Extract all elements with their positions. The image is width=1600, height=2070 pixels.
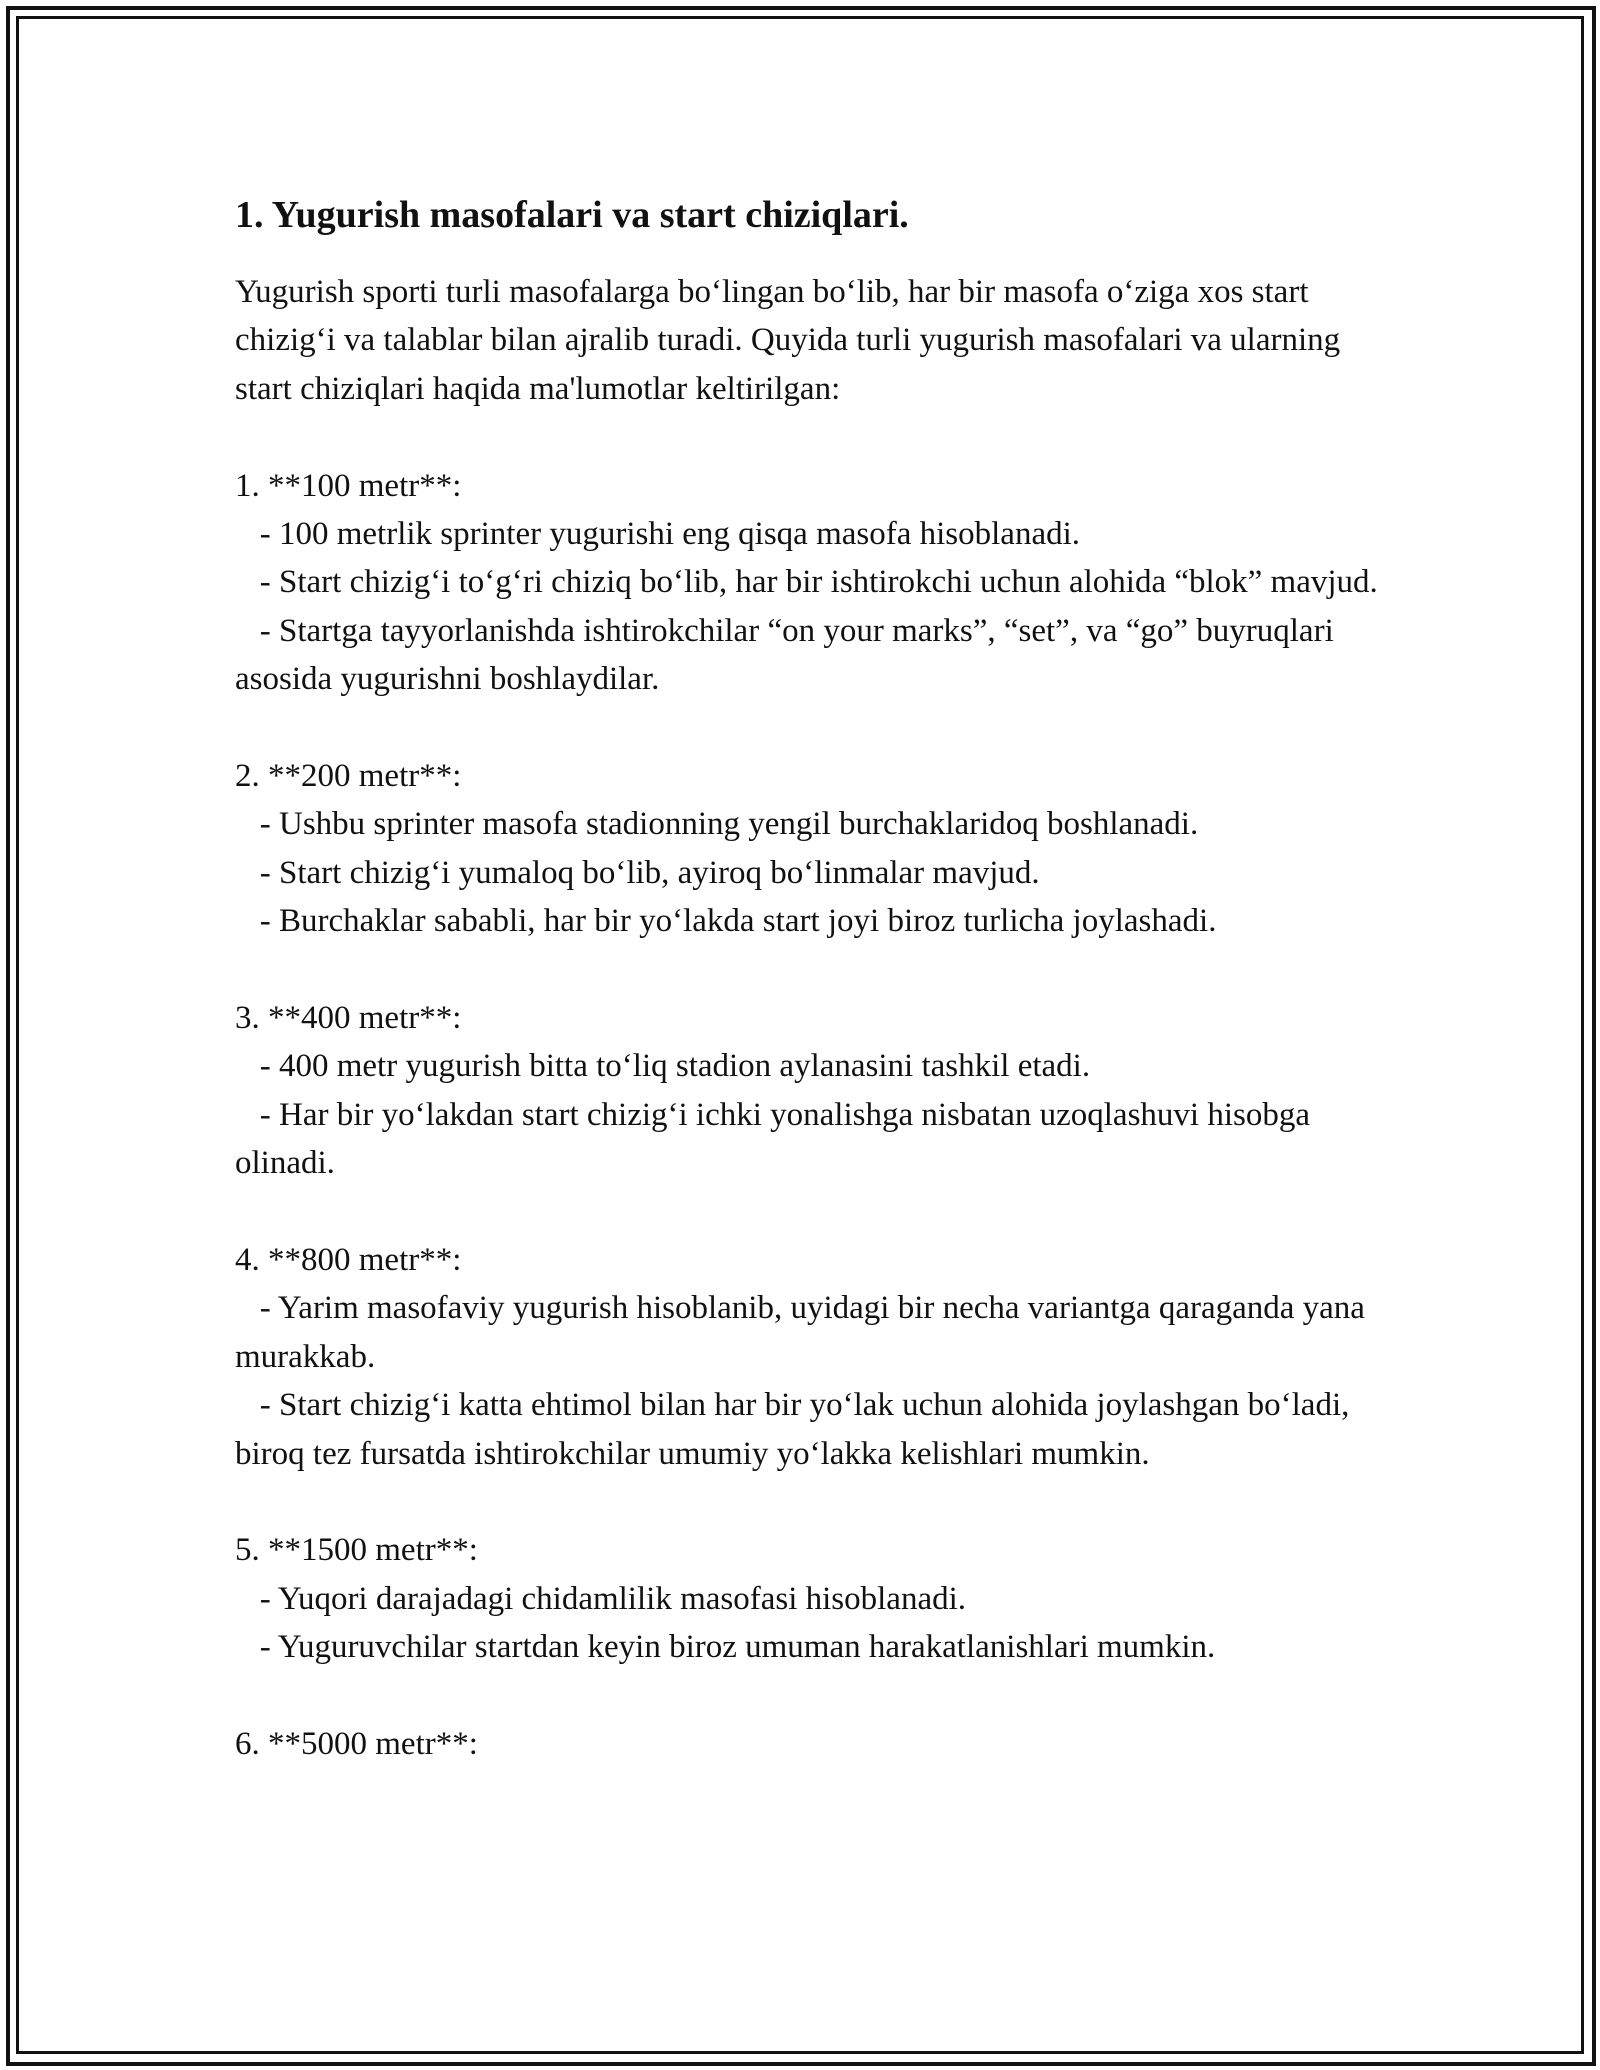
section-100m <box>235 462 1395 704</box>
list-item: - Start chizig‘i katta ehtimol bilan har bir yo‘lak uchun alohida joylashgan bo‘ladi, biroq tez fursatda ishtirokchilar umumiy yo‘lakka kelishlari mumkin. <box>235 1387 1358 1472</box>
section-5000m <box>235 1720 1395 1768</box>
list-item: - Start chizig‘i yumaloq bo‘lib, ayiroq bo‘linmalar mavjud. <box>235 854 1040 891</box>
document-page <box>235 186 1395 1769</box>
list-item: - Yuguruvchilar startdan keyin biroz umuman harakatlanishlari mumkin. <box>235 1629 1216 1666</box>
list-item: - Yuqori darajadagi chidamlilik masofasi hisoblanadi. <box>235 1580 967 1617</box>
section-title: 2. **200 metr**: <box>235 758 462 795</box>
section-title: 1. **100 metr**: <box>235 467 462 504</box>
list-item: - Ushbu sprinter masofa stadionning yengil burchaklaridoq boshlanadi. <box>235 806 1199 843</box>
section-800m <box>235 1236 1395 1478</box>
list-item: - 400 metr yugurish bitta to‘liq stadion aylanasini tashkil etadi. <box>235 1048 1091 1085</box>
section-title: 3. **400 metr**: <box>235 1000 462 1037</box>
list-item: - 100 metrlik sprinter yugurishi eng qisqa masofa hisoblanadi. <box>235 516 1081 553</box>
list-item: - Start chizig‘i to‘g‘ri chiziq bo‘lib, har bir ishtirokchi uchun alohida “blok” mavjud. <box>235 564 1378 601</box>
list-item: - Har bir yo‘lakdan start chizig‘i ichki yonalishga nisbatan uzoqlashuvi hisobga olinadi. <box>235 1096 1319 1182</box>
section-1500m <box>235 1526 1395 1671</box>
section-title: 4. **800 metr**: <box>235 1242 462 1279</box>
document-heading: 1. Yugurish masofalari va start chiziqlari. <box>235 194 909 236</box>
intro-paragraph: Yugurish sporti turli masofalarga bo‘lingan bo‘lib, har bir masofa o‘ziga xos start chizig‘i va talablar bilan ajralib turadi. Quyida turli yugurish masofalari va ularning start chiziqlari haqida ma'lumotlar keltirilgan: <box>235 274 1341 407</box>
section-200m <box>235 752 1395 946</box>
list-item: - Yarim masofaviy yugurish hisoblanib, uyidagi bir necha variantga qaraganda yana murakkab. <box>235 1290 1374 1375</box>
list-item: - Burchaklar sababli, har bir yo‘lakda start joyi biroz turlicha joylashadi. <box>235 903 1217 940</box>
list-item: - Startga tayyorlanishda ishtirokchilar “on your marks”, “set”, va “go” buyruqlari asosida yugurishni boshlaydilar. <box>235 612 1342 698</box>
section-title: 5. **1500 metr**: <box>235 1532 478 1569</box>
section-title: 6. **5000 metr**: <box>235 1726 478 1763</box>
section-400m <box>235 994 1395 1188</box>
